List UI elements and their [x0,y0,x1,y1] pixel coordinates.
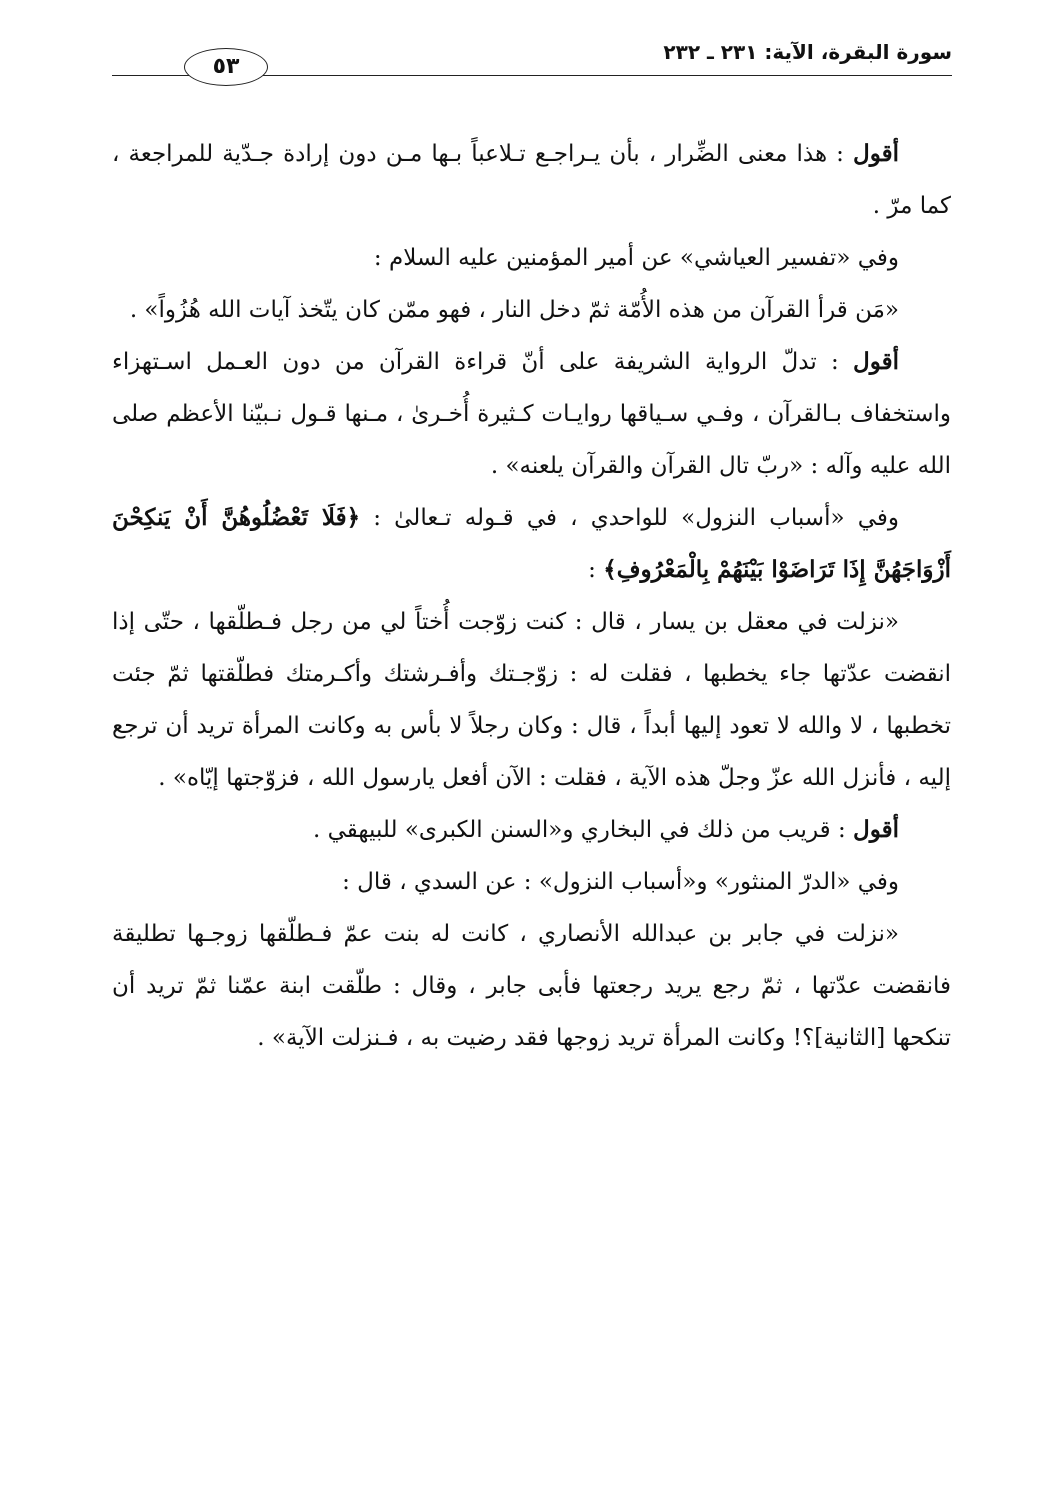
paragraph-9 [112,908,951,1064]
lead-word: أقول [853,140,899,167]
paragraph-6 [112,596,951,804]
quran-verse: ﴿فَلَا تَعْضُلُوهُنَّ أَنْ يَنكِحْنَ أَزْوَاجَهُنَّ إِذَا تَرَاضَوْا بَيْنَهُمْ بِالْمَعْرُوفِ﴾ [112,504,951,583]
lead-word: أقول [853,348,900,375]
paragraph-7 [112,804,951,856]
paragraph-5 [112,492,951,596]
paragraph-text: وفي «الدرّ المنثور» و«أسباب النزول» : عن السدي ، قال : [342,869,899,895]
paragraph-tail: : [588,557,596,583]
paragraph-text: «نزلت في جابر بن عبدالله الأنصاري ، كانت له بنت عمّ فـطلّقها زوجـها تطليقة فانقضت عدّتها ، ثمّ رجع يريد رجعتها فأبى جابر ، وقال : طلّقت ابنة عمّنا ثمّ تريد أن تنكحها [الثانية]؟! وكانت المرأة تريد زوجها فقد رضيت به ، فـنزلت الآية» . [112,921,951,1051]
paragraph-8 [112,856,951,908]
paragraph-text: وفي «تفسير العياشي» عن أمير المؤمنين عليه السلام : [373,245,899,271]
running-title: سورة البقرة، الآية: ٢٣١ ـ ٢٣٢ [663,40,952,64]
paragraph-text: : قريب من ذلك في البخاري و«السنن الكبرى» للبيهقي . [312,817,846,843]
paragraph-text: : هذا معنى الضِّرار ، بأن يـراجـع تـلاعباً بـها مـن دون إرادة جـدّية للمراجعة ، كما مرّ . [112,141,951,219]
paragraph-text: وفي «أسباب النزول» للواحدي ، في قـوله تـعالىٰ : [373,505,899,531]
paragraph-3 [112,284,951,336]
lead-word: أقول [853,816,899,843]
page-body [112,128,951,1064]
page-number: ٥٣ [184,48,268,86]
paragraph-4 [112,336,951,492]
paragraph-2 [112,232,951,284]
page-header [112,30,952,90]
paragraph-text: «نزلت في معقل بن يسار ، قال : كنت زوّجت أُختاً لي من رجل فـطلّقها ، حتّى إذا انقضت عدّتها جاء يخطبها ، فقلت له : زوّجـتك وأفـرشتك وأكـرمتك فطلّقتها ثمّ جئت تخطبها ، لا والله لا تعود إليها أبداً ، قال : وكان رجلاً لا بأس به وكانت المرأة تريد أن ترجع إليه ، فأنزل الله عزّ وجلّ هذه الآية ، فقلت : الآن أفعل يارسول الله ، فزوّجتها إيّاه» . [112,609,951,791]
paragraph-1 [112,128,951,232]
paragraph-text: «مَن قرأ القرآن من هذه الأُمّة ثمّ دخل النار ، فهو ممّن كان يتّخذ آيات الله هُزُواً» . [129,297,899,323]
paragraph-text: : تدلّ الرواية الشريفة على أنّ قراءة القرآن من دون العـمل اسـتهزاء واستخفاف بـالقرآن ، وفـي سـياقها روايـات كـثيرة أُخـرىٰ ، مـنها قـول نـبيّنا الأعظم صلى الله عليه وآله : «ربّ تال القرآن والقرآن يلعنه» . [112,349,951,479]
